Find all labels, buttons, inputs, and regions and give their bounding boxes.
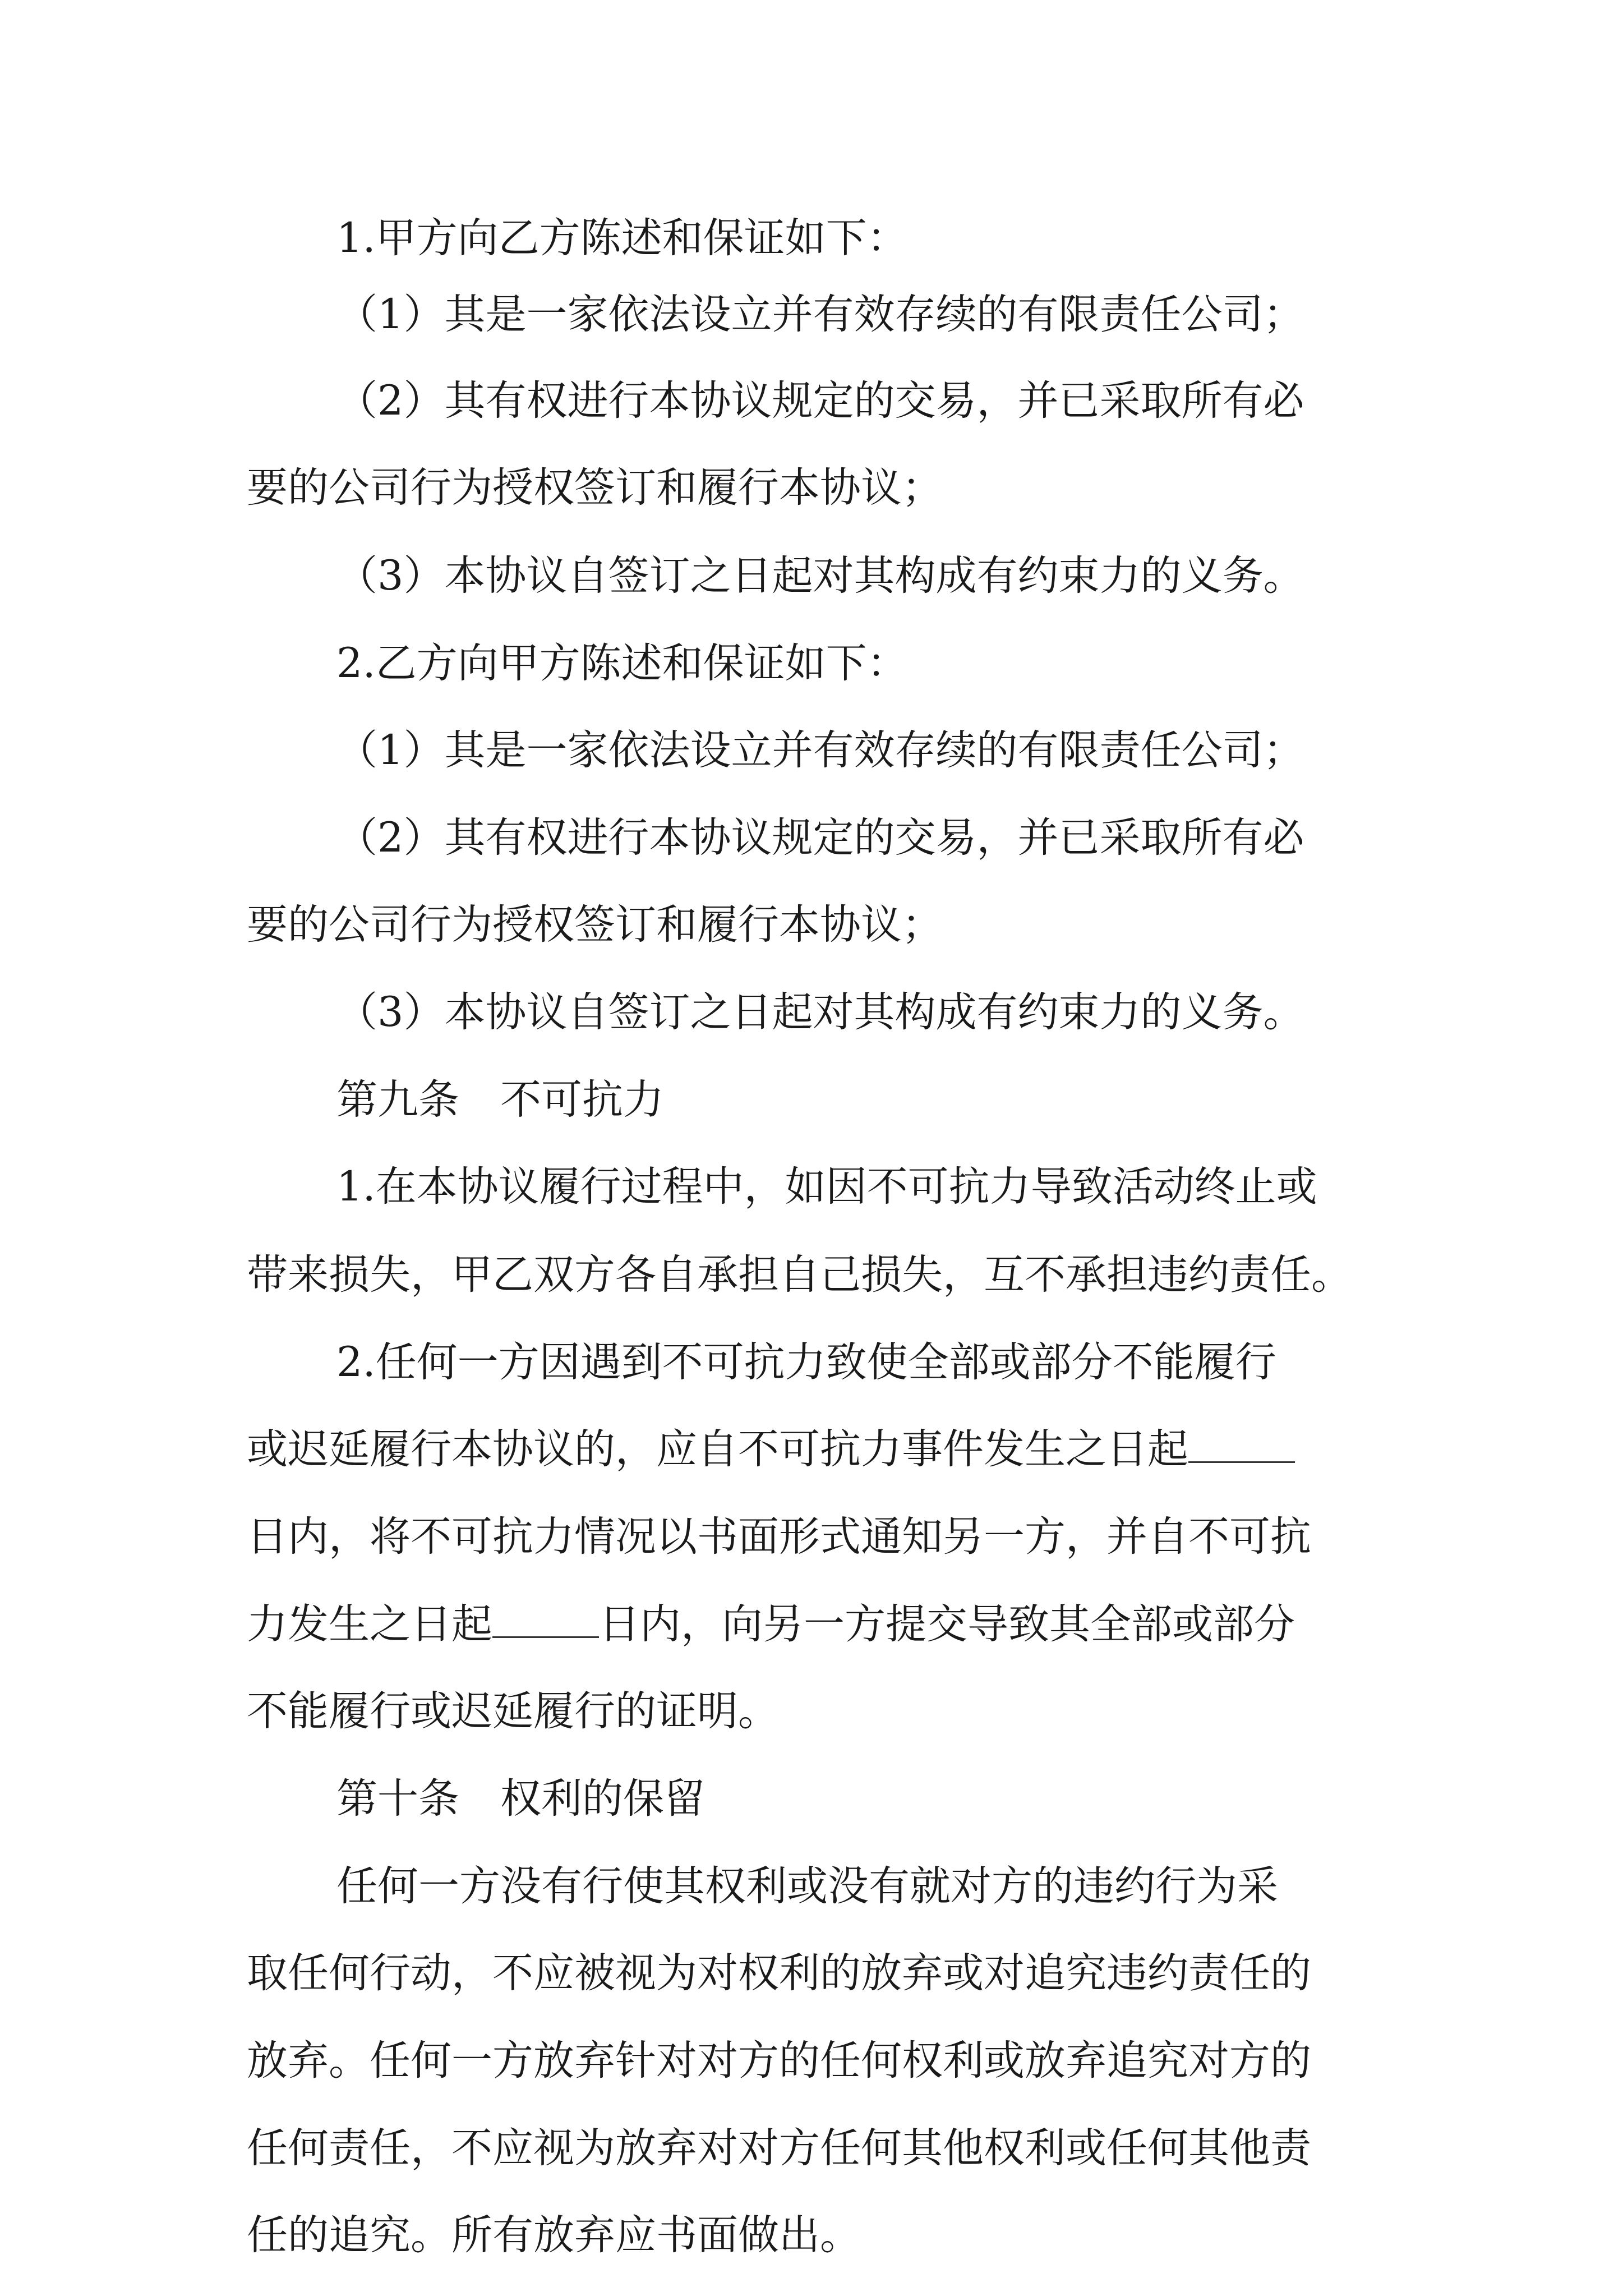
text-line: 任何责任，不应视为放弃对对方任何其他权利或任何其他责 xyxy=(247,2124,1311,2172)
text-line: 带来损失，甲乙双方各自承担自己损失，互不承担违约责任。 xyxy=(247,1251,1352,1299)
text-line: 日内，将不可抗力情况以书面形式通知另一方，并自不可抗 xyxy=(247,1513,1311,1561)
text-line: 1.在本协议履行过程中，如因不可抗力导致活动终止或 xyxy=(336,1163,1317,1211)
section-heading: 第十条 权利的保留 xyxy=(336,1775,705,1823)
text-line: （1）其是一家依法设立并有效存续的有限责任公司； xyxy=(336,291,1304,338)
text-line: 2.任何一方因遇到不可抗力致使全部或部分不能履行 xyxy=(336,1338,1276,1386)
fill-in-blank xyxy=(492,1598,599,1638)
text-line: 任的追究。所有放弃应书面做出。 xyxy=(247,2211,861,2259)
text-line: 任何一方没有行使其权利或没有就对方的违约行为采 xyxy=(336,1862,1278,1910)
text-line: 1.甲方向乙方陈述和保证如下： xyxy=(336,214,908,262)
text-segment: 日内，向另一方提交导致其全部或部分 xyxy=(599,1600,1295,1648)
text-line xyxy=(247,1410,1295,1489)
text-line: 取任何行动，不应被视为对权利的放弃或对追究违约责任的 xyxy=(247,1949,1311,1997)
text-line: （3）本协议自签订之日起对其构成有约束力的义务。 xyxy=(336,988,1304,1036)
text-line: 放弃。任何一方放弃针对对方的任何权利或放弃追究对方的 xyxy=(247,2037,1311,2085)
text-line: 要的公司行为授权签订和履行本协议； xyxy=(247,901,943,949)
text-line: （2）其有权进行本协议规定的交易，并已采取所有必 xyxy=(336,814,1304,862)
text-line: 要的公司行为授权签订和履行本协议； xyxy=(247,464,943,512)
text-line: （1）其是一家依法设立并有效存续的有限责任公司； xyxy=(336,726,1304,774)
text-line: （2）其有权进行本协议规定的交易，并已采取所有必 xyxy=(336,377,1304,425)
text-segment: 力发生之日起 xyxy=(247,1600,492,1648)
text-segment: 或迟延履行本协议的，应自不可抗力事件发生之日起 xyxy=(247,1425,1188,1473)
text-line xyxy=(247,1585,1295,1664)
section-heading: 第九条 不可抗力 xyxy=(336,1076,664,1124)
text-line: 2.乙方向甲方陈述和保证如下： xyxy=(336,639,908,687)
fill-in-blank xyxy=(1188,1423,1295,1463)
text-line: 不能履行或迟延履行的证明。 xyxy=(247,1687,779,1735)
text-line: （3）本协议自签订之日起对其构成有约束力的义务。 xyxy=(336,552,1304,600)
